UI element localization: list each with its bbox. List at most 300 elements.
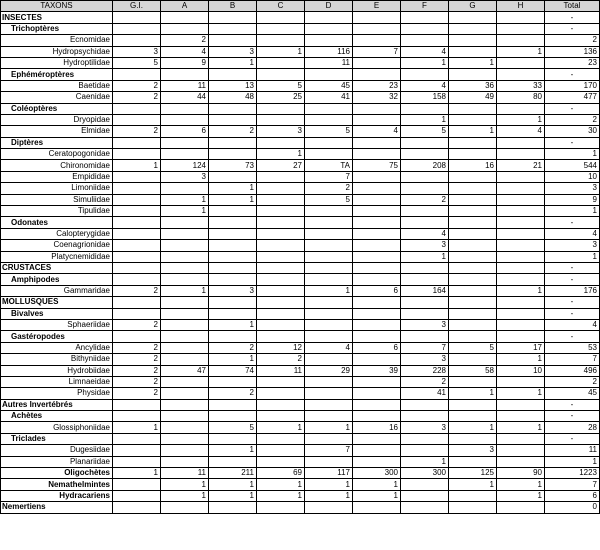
count-cell — [113, 194, 161, 205]
count-cell: 41 — [305, 92, 353, 103]
column-header: H — [497, 1, 545, 12]
table-row-class — [1, 12, 600, 23]
count-cell — [353, 240, 401, 251]
count-cell — [497, 319, 545, 330]
count-cell — [257, 262, 305, 273]
count-cell — [113, 274, 161, 285]
count-cell: 7 — [353, 46, 401, 57]
count-cell — [257, 171, 305, 182]
total-cell: 6 — [545, 490, 600, 501]
count-cell — [497, 171, 545, 182]
count-cell: 2 — [113, 92, 161, 103]
count-cell — [257, 251, 305, 262]
count-cell — [305, 354, 353, 365]
count-cell — [305, 114, 353, 125]
count-cell: 58 — [449, 365, 497, 376]
count-cell: 124 — [161, 160, 209, 171]
total-cell: - — [545, 274, 600, 285]
count-cell: 2 — [113, 365, 161, 376]
count-cell — [497, 502, 545, 513]
count-cell — [161, 422, 209, 433]
count-cell — [257, 194, 305, 205]
taxon-cell: Ancylidae — [1, 342, 113, 353]
count-cell — [113, 149, 161, 160]
total-cell: 1 — [545, 456, 600, 467]
count-cell: 2 — [113, 354, 161, 365]
count-cell: 74 — [209, 365, 257, 376]
count-cell — [353, 228, 401, 239]
count-cell: 80 — [497, 92, 545, 103]
count-cell: 47 — [161, 365, 209, 376]
total-cell: 3 — [545, 240, 600, 251]
count-cell: 1 — [401, 57, 449, 68]
count-cell — [113, 103, 161, 114]
taxon-cell: Triclades — [1, 433, 113, 444]
count-cell — [209, 262, 257, 273]
count-cell — [353, 445, 401, 456]
count-cell: 2 — [209, 342, 257, 353]
count-cell: 1 — [305, 422, 353, 433]
count-cell: 158 — [401, 92, 449, 103]
count-cell — [353, 12, 401, 23]
count-cell: 3 — [401, 240, 449, 251]
count-cell — [113, 308, 161, 319]
count-cell — [161, 137, 209, 148]
total-cell: 7 — [545, 354, 600, 365]
count-cell — [113, 331, 161, 342]
count-cell — [161, 308, 209, 319]
count-cell: 90 — [497, 468, 545, 479]
total-cell: 1 — [545, 251, 600, 262]
table-row-family — [1, 376, 600, 387]
table-row-family — [1, 46, 600, 57]
count-cell — [257, 388, 305, 399]
count-cell — [257, 376, 305, 387]
count-cell — [449, 183, 497, 194]
taxon-cell: Trichoptères — [1, 23, 113, 34]
count-cell — [209, 228, 257, 239]
count-cell — [449, 262, 497, 273]
count-cell — [161, 297, 209, 308]
count-cell: 1 — [209, 490, 257, 501]
count-cell: 5 — [257, 80, 305, 91]
count-cell — [113, 399, 161, 410]
count-cell: 7 — [305, 445, 353, 456]
count-cell — [353, 183, 401, 194]
count-cell — [305, 12, 353, 23]
count-cell: 3 — [161, 171, 209, 182]
count-cell — [161, 149, 209, 160]
count-cell — [449, 194, 497, 205]
count-cell — [449, 69, 497, 80]
count-cell: 25 — [257, 92, 305, 103]
count-cell — [449, 285, 497, 296]
count-cell: 117 — [305, 468, 353, 479]
count-cell: 3 — [401, 422, 449, 433]
count-cell — [113, 433, 161, 444]
count-cell — [161, 240, 209, 251]
count-cell: 300 — [401, 468, 449, 479]
count-cell — [305, 388, 353, 399]
count-cell — [305, 456, 353, 467]
count-cell: 1 — [401, 114, 449, 125]
column-header: B — [209, 1, 257, 12]
count-cell: 1 — [401, 456, 449, 467]
taxon-cell: Limoniidae — [1, 183, 113, 194]
column-header: G — [449, 1, 497, 12]
count-cell — [113, 23, 161, 34]
count-cell: 1 — [401, 251, 449, 262]
count-cell: 1 — [497, 422, 545, 433]
table-row-family — [1, 171, 600, 182]
count-cell: 1 — [353, 479, 401, 490]
total-cell: - — [545, 399, 600, 410]
table-row-order — [1, 411, 600, 422]
table-row-family — [1, 57, 600, 68]
count-cell — [161, 23, 209, 34]
count-cell: 75 — [353, 160, 401, 171]
count-cell — [305, 399, 353, 410]
count-cell — [161, 114, 209, 125]
table-row-class — [1, 502, 600, 513]
count-cell — [209, 456, 257, 467]
count-cell: 3 — [209, 285, 257, 296]
table-row-family — [1, 228, 600, 239]
count-cell — [113, 456, 161, 467]
count-cell — [113, 206, 161, 217]
count-cell — [353, 399, 401, 410]
total-cell: - — [545, 297, 600, 308]
count-cell — [209, 411, 257, 422]
count-cell — [401, 171, 449, 182]
count-cell — [305, 297, 353, 308]
count-cell — [209, 171, 257, 182]
count-cell — [449, 23, 497, 34]
count-cell — [161, 411, 209, 422]
total-cell: 30 — [545, 126, 600, 137]
count-cell — [401, 183, 449, 194]
count-cell: 17 — [497, 342, 545, 353]
count-cell — [257, 217, 305, 228]
table-row-order — [1, 69, 600, 80]
table-row-total — [1, 479, 600, 490]
count-cell — [113, 12, 161, 23]
count-cell: 5 — [305, 194, 353, 205]
count-cell — [401, 274, 449, 285]
count-cell: 1 — [497, 285, 545, 296]
count-cell — [209, 137, 257, 148]
count-cell — [161, 342, 209, 353]
table-row-family — [1, 183, 600, 194]
count-cell: 1 — [209, 479, 257, 490]
count-cell: 16 — [353, 422, 401, 433]
count-cell — [161, 262, 209, 273]
count-cell: 21 — [497, 160, 545, 171]
count-cell: 36 — [449, 80, 497, 91]
total-cell: - — [545, 433, 600, 444]
count-cell — [353, 308, 401, 319]
table-row-family — [1, 285, 600, 296]
table-row-family — [1, 194, 600, 205]
count-cell: 7 — [305, 171, 353, 182]
count-cell — [353, 502, 401, 513]
count-cell — [305, 433, 353, 444]
table-row-family — [1, 354, 600, 365]
count-cell — [257, 274, 305, 285]
count-cell — [257, 12, 305, 23]
total-cell: 1 — [545, 206, 600, 217]
count-cell — [401, 445, 449, 456]
header-row — [1, 1, 600, 12]
count-cell: 1 — [497, 354, 545, 365]
taxon-cell: Diptères — [1, 137, 113, 148]
count-cell — [497, 35, 545, 46]
table-row-family — [1, 160, 600, 171]
total-cell: - — [545, 103, 600, 114]
count-cell: 11 — [257, 365, 305, 376]
count-cell: 116 — [305, 46, 353, 57]
count-cell: 1 — [209, 57, 257, 68]
count-cell — [257, 137, 305, 148]
count-cell — [161, 331, 209, 342]
count-cell — [401, 502, 449, 513]
taxon-cell: CRUSTACES — [1, 262, 113, 273]
count-cell: 1 — [449, 388, 497, 399]
total-cell: 496 — [545, 365, 600, 376]
count-cell — [161, 502, 209, 513]
taxon-cell: Achètes — [1, 411, 113, 422]
count-cell: 125 — [449, 468, 497, 479]
total-cell: - — [545, 262, 600, 273]
count-cell — [305, 274, 353, 285]
column-header-taxons: TAXONS — [1, 1, 113, 12]
count-cell — [353, 206, 401, 217]
count-cell: 2 — [113, 342, 161, 353]
count-cell — [401, 23, 449, 34]
count-cell — [113, 411, 161, 422]
count-cell: 48 — [209, 92, 257, 103]
count-cell: 1 — [209, 183, 257, 194]
taxon-cell: Caenidae — [1, 92, 113, 103]
count-cell — [161, 228, 209, 239]
count-cell — [449, 354, 497, 365]
count-cell — [209, 69, 257, 80]
count-cell — [353, 69, 401, 80]
count-cell — [353, 297, 401, 308]
count-cell — [497, 228, 545, 239]
count-cell — [353, 274, 401, 285]
count-cell — [449, 308, 497, 319]
count-cell — [497, 206, 545, 217]
count-cell — [113, 69, 161, 80]
count-cell: 27 — [257, 160, 305, 171]
count-cell — [497, 137, 545, 148]
count-cell: 69 — [257, 468, 305, 479]
count-cell — [161, 445, 209, 456]
count-cell — [161, 69, 209, 80]
count-cell — [401, 433, 449, 444]
count-cell — [113, 183, 161, 194]
taxon-cell: Odonates — [1, 217, 113, 228]
count-cell — [353, 354, 401, 365]
count-cell — [161, 399, 209, 410]
count-cell — [113, 251, 161, 262]
taxon-cell: Glossiphoniidae — [1, 422, 113, 433]
count-cell — [209, 149, 257, 160]
count-cell: 3 — [449, 445, 497, 456]
total-cell: - — [545, 137, 600, 148]
count-cell — [305, 149, 353, 160]
count-cell — [305, 228, 353, 239]
count-cell — [497, 399, 545, 410]
count-cell — [113, 171, 161, 182]
table-row-family — [1, 35, 600, 46]
count-cell: 1 — [305, 479, 353, 490]
table-row-family — [1, 365, 600, 376]
count-cell: 13 — [209, 80, 257, 91]
count-cell: 6 — [161, 126, 209, 137]
count-cell: 4 — [305, 342, 353, 353]
count-cell: 4 — [401, 80, 449, 91]
count-cell: 1 — [209, 194, 257, 205]
count-cell — [449, 171, 497, 182]
count-cell — [113, 35, 161, 46]
count-cell: 7 — [401, 342, 449, 353]
table-row-family — [1, 206, 600, 217]
count-cell — [449, 399, 497, 410]
count-cell: 1 — [209, 319, 257, 330]
table-row-family — [1, 149, 600, 160]
count-cell — [353, 35, 401, 46]
taxon-cell: Baetidae — [1, 80, 113, 91]
count-cell: 208 — [401, 160, 449, 171]
count-cell — [305, 217, 353, 228]
count-cell: 4 — [401, 228, 449, 239]
count-cell: 1 — [449, 57, 497, 68]
count-cell — [257, 57, 305, 68]
count-cell: 2 — [257, 354, 305, 365]
total-cell: 0 — [545, 502, 600, 513]
count-cell — [497, 433, 545, 444]
count-cell — [449, 456, 497, 467]
count-cell — [257, 35, 305, 46]
count-cell: 3 — [401, 319, 449, 330]
count-cell — [257, 114, 305, 125]
total-cell: 544 — [545, 160, 600, 171]
table-row-family — [1, 319, 600, 330]
count-cell — [497, 194, 545, 205]
count-cell — [161, 217, 209, 228]
table-row-family — [1, 80, 600, 91]
count-cell — [305, 262, 353, 273]
count-cell: 39 — [353, 365, 401, 376]
count-cell — [449, 331, 497, 342]
count-cell — [209, 217, 257, 228]
count-cell — [305, 411, 353, 422]
table-row-total — [1, 468, 600, 479]
taxon-cell: INSECTES — [1, 12, 113, 23]
count-cell — [449, 206, 497, 217]
count-cell: 23 — [353, 80, 401, 91]
total-cell: - — [545, 331, 600, 342]
taxon-cell: Bivalves — [1, 308, 113, 319]
count-cell: 2 — [113, 126, 161, 137]
count-cell: 33 — [497, 80, 545, 91]
count-cell — [305, 376, 353, 387]
count-cell — [353, 137, 401, 148]
count-cell — [209, 376, 257, 387]
count-cell — [209, 35, 257, 46]
taxon-cell: Nemathelmintes — [1, 479, 113, 490]
count-cell — [449, 297, 497, 308]
count-cell: 1 — [353, 490, 401, 501]
count-cell — [353, 319, 401, 330]
total-cell: 4 — [545, 228, 600, 239]
count-cell — [209, 297, 257, 308]
count-cell — [161, 456, 209, 467]
table-header — [1, 1, 600, 12]
count-cell — [257, 502, 305, 513]
count-cell — [113, 502, 161, 513]
total-cell: 53 — [545, 342, 600, 353]
count-cell — [497, 251, 545, 262]
count-cell — [161, 103, 209, 114]
count-cell — [401, 308, 449, 319]
count-cell — [449, 35, 497, 46]
count-cell — [257, 206, 305, 217]
count-cell — [449, 228, 497, 239]
count-cell — [497, 103, 545, 114]
total-cell: - — [545, 69, 600, 80]
count-cell — [401, 479, 449, 490]
count-cell: 6 — [353, 342, 401, 353]
count-cell: 1 — [257, 422, 305, 433]
count-cell: 2 — [209, 388, 257, 399]
count-cell — [497, 183, 545, 194]
count-cell — [353, 456, 401, 467]
count-cell — [257, 456, 305, 467]
column-header: E — [353, 1, 401, 12]
count-cell — [449, 240, 497, 251]
count-cell: 1 — [305, 490, 353, 501]
count-cell — [401, 262, 449, 273]
taxon-cell: Dryopidae — [1, 114, 113, 125]
count-cell — [209, 114, 257, 125]
total-cell: 1 — [545, 149, 600, 160]
count-cell: 1 — [113, 160, 161, 171]
count-cell — [257, 411, 305, 422]
count-cell — [257, 331, 305, 342]
count-cell: 3 — [401, 354, 449, 365]
count-cell — [305, 251, 353, 262]
count-cell — [161, 251, 209, 262]
count-cell — [497, 240, 545, 251]
count-cell: 2 — [209, 126, 257, 137]
count-cell: 11 — [161, 80, 209, 91]
count-cell: 1 — [209, 354, 257, 365]
count-cell: 4 — [353, 126, 401, 137]
table-row-class — [1, 399, 600, 410]
count-cell: 6 — [353, 285, 401, 296]
count-cell — [209, 308, 257, 319]
count-cell — [353, 103, 401, 114]
count-cell — [449, 433, 497, 444]
taxon-cell: Limnaeidae — [1, 376, 113, 387]
count-cell — [305, 23, 353, 34]
total-cell: 170 — [545, 80, 600, 91]
count-cell — [401, 399, 449, 410]
count-cell — [305, 69, 353, 80]
